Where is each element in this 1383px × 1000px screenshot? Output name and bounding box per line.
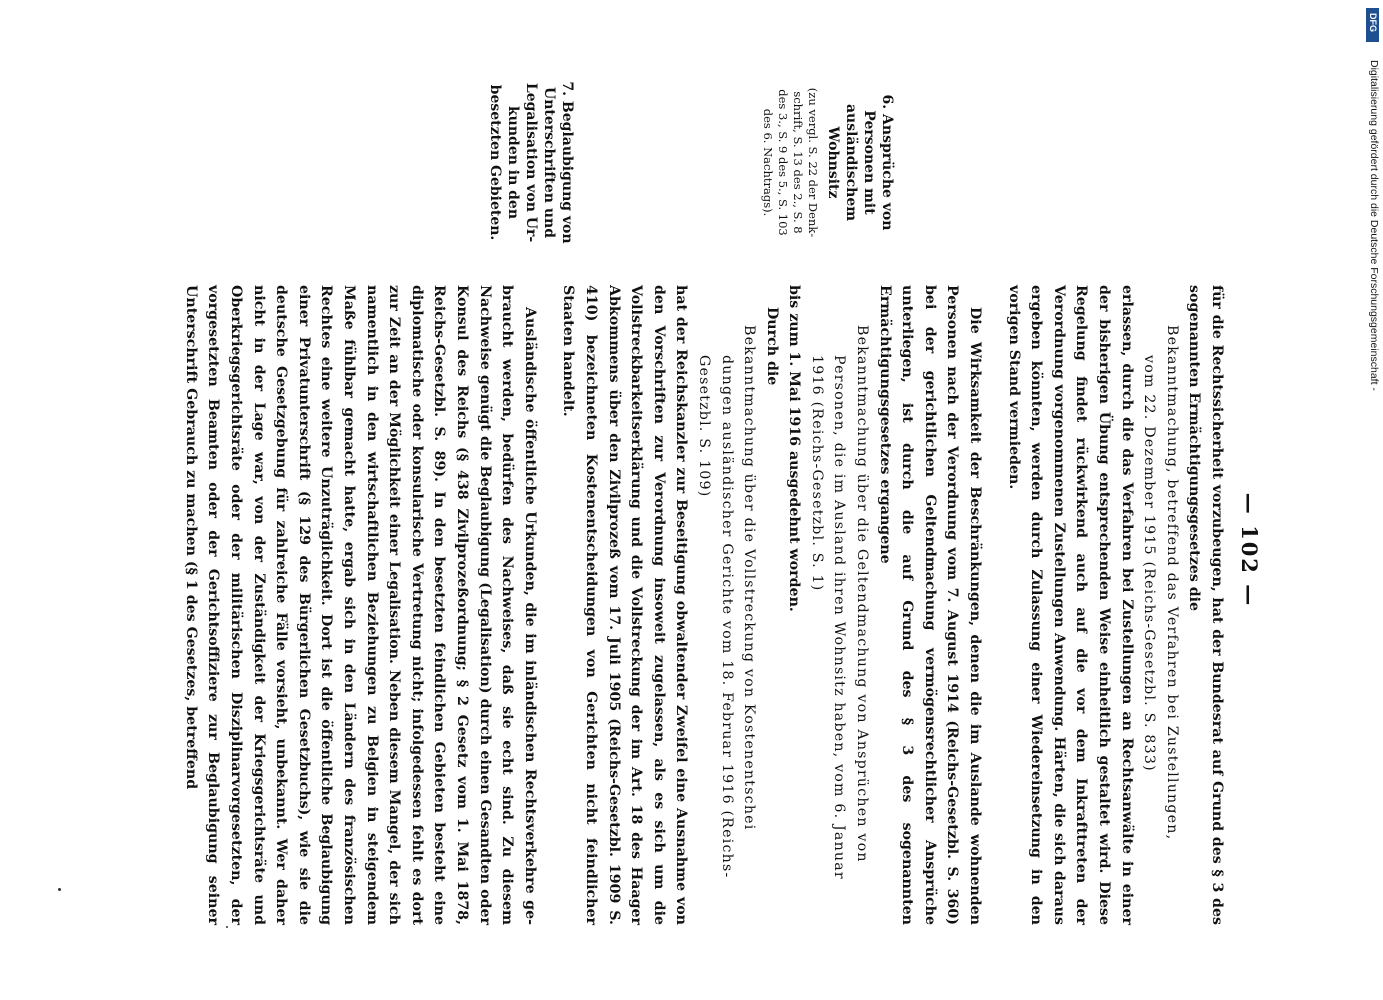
paragraph-4: bis zum 1. Mai 1916 ausgedehnt worden. xyxy=(786,285,803,612)
margin-note-7 xyxy=(486,80,576,245)
paragraph-7: Ausländische öffentliche Urkunden, die im inländischen Rechtsverkehre gebraucht werden, bedürfen des Nachweises, daß sie echt sind. Zu diesem Nachweise genügt die Beglaubigung (Legalisation) durch einen Gesandten oder Konsul des Reichs (§ 438 Zivilprozeßordnung; § 2 Gesetz vom 1. Mai 1878, Reichs-Gesetzbl. S. 89). In den besetzten feindlichen Gebieten besteht eine diplomatische oder konsularische Vertretung nicht; infolgedessen fehlt es dort zur Zeit an der Möglichkeit einer Legalisation. Neben diesem Mangel, der sich namentlich in den wirtschaftlichen Beziehungen zu Belgien in steigendem Maße fühlbar gemacht hatte, ergab sich in den Ländern des französischen Rechtes eine weitere Unzuträglichkeit. Dort ist die öffentliche Beglaubigung einer Privatunterschrift (§ 129 des Bürgerlichen Gesetzbuchs), wie sie die deutsche Gesetzgebung für zahlreiche Fälle vorsieht, unbekannt. Wer daher nicht in der Lage war, von der Zuständigkeit der Kriegsgerichtsräte und Oberkriegsgerichtsräte oder der militärischen Disziplinarvorgesetzten, der vorgesetzten Beamten oder der Gerichtsoffiziere zur Beglaubigung seiner Unterschrift Gebrauch zu machen (§ 1 des Gesetzes, betreffend xyxy=(182,285,538,925)
paragraph-gap xyxy=(541,285,557,925)
ordinance-title-1: Bekanntmachung, betreffend das Verfahren bei Zustellungen, xyxy=(1163,325,1180,841)
margin-note-6-title: 6. Ansprüche von Personen mit ausländischem Wohnsitz xyxy=(825,94,895,231)
main-text xyxy=(179,285,1228,925)
digitization-credit xyxy=(1366,8,1380,998)
ordinance-title-1-cont: vom 22. Dezember 1915 (Reichs-Gesetzbl. S. 833) xyxy=(1141,355,1158,772)
ordinance-title-2: Bekanntmachung über die Geltendmachung von Ansprüchen von xyxy=(854,325,871,863)
ordinance-title-3-cont2: Gesetzbl. S. 109) xyxy=(695,355,712,498)
dfg-logo-text: DFG xyxy=(1368,13,1378,32)
dfg-logo xyxy=(1366,8,1379,42)
digitization-credit-text: Digitalisierung gefördert durch die Deutsche Forschungsgemeinschaft - xyxy=(1368,60,1380,391)
paragraph-6: hat der Reichskanzler zur Beseitigung obwaltender Zweifel eine Ausnahme von den Vorschriften zur Verordnung insoweit zugelassen, als es sich um die Vollstreckbarkeitserklärung und die Vollstreckung der im Art. 18 des Haager Abkommens über den Zivilprozeß vom 17. Juli 1905 (Reichs-Gesetzbl. 1909 S. 410) bezeichneten Kostenentscheidungen von Gerichten nicht feindlicher Staaten handelt. xyxy=(560,285,690,925)
paragraph-3: Die Wirksamkeit der Beschränkungen, denen die im Auslande wohnenden Personen nach der Verordnung vom 7. August 1914 (Reichs-Gesetzbl. S. 360) bei der gerichtlichen Geltendmachung vermögensrechtlicher Ansprüche unterliegen, ist durch die auf Grund des § 3 des sogenannten Ermächtigungsgesetzes ergangene xyxy=(876,285,984,925)
ordinance-title-2-cont2: 1916 (Reichs-Gesetzbl. S. 1) xyxy=(808,355,825,592)
paragraph-2: erlassen, durch die das Verfahren bei Zustellungen an Rechtsanwälte in einer der bisherigen Übung entsprechenden Weise einheitlich gestaltet wird. Diese Regelung findet rückwirkend auch auf die vor dem Inkrafttreten der Verordnung vorgenommenen Zustellungen Anwendung. Härten, die sich daraus ergeben könnten, werden durch Zulassung einer Wiedereinsetzung in den vorigen Stand vermieden. xyxy=(1005,285,1135,925)
margin-note-6-reference: (zu vergl. S. 22 der Denkschrift, S. 13 des 2., S. 8 des 3., S. 9 des 5., S. 103 des 6. Nachtrags). xyxy=(761,87,820,238)
page-number: — 102 — xyxy=(1237,492,1262,608)
ordinance-title-3: Bekanntmachung über die Vollstreckung von Kostenentschei xyxy=(741,325,758,831)
rotated-page-content xyxy=(138,60,1268,940)
paragraph-5: Durch die xyxy=(763,307,780,386)
scan-speck xyxy=(58,888,61,891)
scan-speck xyxy=(226,926,228,928)
ordinance-title-2-cont: Personen, die im Ausland ihren Wohnsitz haben, vom 6. Januar xyxy=(831,355,848,880)
ordinance-title-3-cont: dungen ausländischer Gerichte vom 18. Februar 1916 (Reichs- xyxy=(718,355,735,879)
margin-note-7-title: 7. Beglaubigung von Unterschriften und Legalisation von Urkunden in den besetzten Gebieten. xyxy=(487,81,575,244)
paragraph-1: für die Rechtssicherheit vorzubeugen, hat der Bundesrat auf Grund des § 3 des sogenannten Ermächtigungsgesetzes die xyxy=(1186,285,1225,925)
paragraph-gap xyxy=(986,285,1002,925)
margin-note-6 xyxy=(760,80,896,245)
